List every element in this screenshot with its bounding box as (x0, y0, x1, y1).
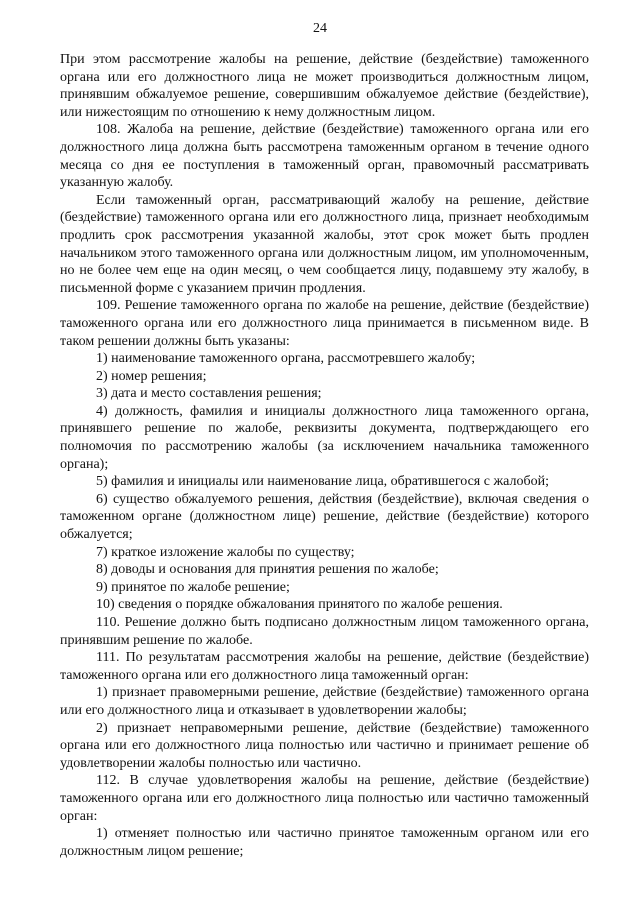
list-item-7: 7) краткое изложение жалобы по существу; (96, 544, 355, 560)
list-item-1: 1) наименование таможенного органа, рассмотревшего жалобу; (96, 351, 476, 367)
paragraph-108: 108. Жалоба на решение, действие (бездействие) таможенного органа или его должностного лица должна быть рассмотрена таможенным органом в течение одного месяца со дня ее поступления в таможенный орган, правомочный рассматривать указанную жалобу. (60, 122, 589, 191)
list-item-6: 6) существо обжалуемого решения, действия (бездействие), включая сведения о таможенном органе (должностном лице) решение, действие (бездействие) которого обжалуется; (60, 491, 589, 543)
paragraph-108-extension: Если таможенный орган, рассматривающий жалобу на решение, действие (бездействие) таможенного органа или его должностного лица, признает необходимым продлить срок рассмотрения указанной жалобы, этот срок может быть продлен начальником этого таможенного органа или должностным лицом, им уполномоченным, но не более чем еще на один месяц, о чем сообщается лицу, подавшему эту жалобу, в письменной форме с указанием причин продления. (60, 192, 589, 296)
list-item-5: 5) фамилия и инициалы или наименование лица, обратившегося с жалобой; (96, 474, 549, 490)
paragraph-111-item-1: 1) признает правомерными решение, действие (бездействие) таможенного органа или его должностного лица и отказывает в удовлетворении жалобы; (60, 685, 589, 718)
paragraph-110: 110. Решение должно быть подписано должностным лицом таможенного органа, принявшим решение по жалобе. (60, 615, 589, 648)
list-item-8: 8) доводы и основания для принятия решения по жалобе; (96, 562, 439, 578)
list-item-3: 3) дата и место составления решения; (96, 386, 322, 402)
paragraph-intro: При этом рассмотрение жалобы на решение, действие (бездействие) таможенного органа или его должностного лица не может производиться должностным лицом, принявшим обжалуемое решение, совершившим обжалуемое действие (бездействие), или нижестоящим по отношению к нему должностным лицом. (60, 52, 589, 120)
list-item-4: 4) должность, фамилия и инициалы должностного лица таможенного органа, принявшего решение по жалобе, реквизиты документа, подтверждающего его полномочия по рассмотрению жалобы (за исключением начальника таможенного органа); (60, 403, 589, 472)
paragraph-111-item-2: 2) признает неправомерными решение, действие (бездействие) таможенного органа или его должностного лица полностью или частично и принимает решение об удовлетворении жалобы полностью или частично. (60, 720, 589, 771)
list-item-9: 9) принятое по жалобе решение; (96, 579, 290, 595)
paragraph-109: 109. Решение таможенного органа по жалобе на решение, действие (бездействие) таможенного органа или его должностного лица принимается в письменном виде. В таком решении должны быть указаны: (60, 298, 589, 349)
list-item-2: 2) номер решения; (96, 368, 207, 384)
page-number: 24 (313, 21, 327, 36)
paragraph-112-item-1: 1) отменяет полностью или частично принятое таможенным органом или его должностным лицом решение; (60, 826, 589, 859)
list-item-10: 10) сведения о порядке обжалования принятого по жалобе решения. (96, 597, 503, 613)
document-body (60, 51, 589, 860)
paragraph-111: 111. По результатам рассмотрения жалобы на решение, действие (бездействие) таможенного органа или его должностного лица таможенный орган: (60, 650, 589, 683)
paragraph-112: 112. В случае удовлетворения жалобы на решение, действие (бездействие) таможенного органа или его должностного лица полностью или частично таможенный орган: (60, 773, 589, 824)
